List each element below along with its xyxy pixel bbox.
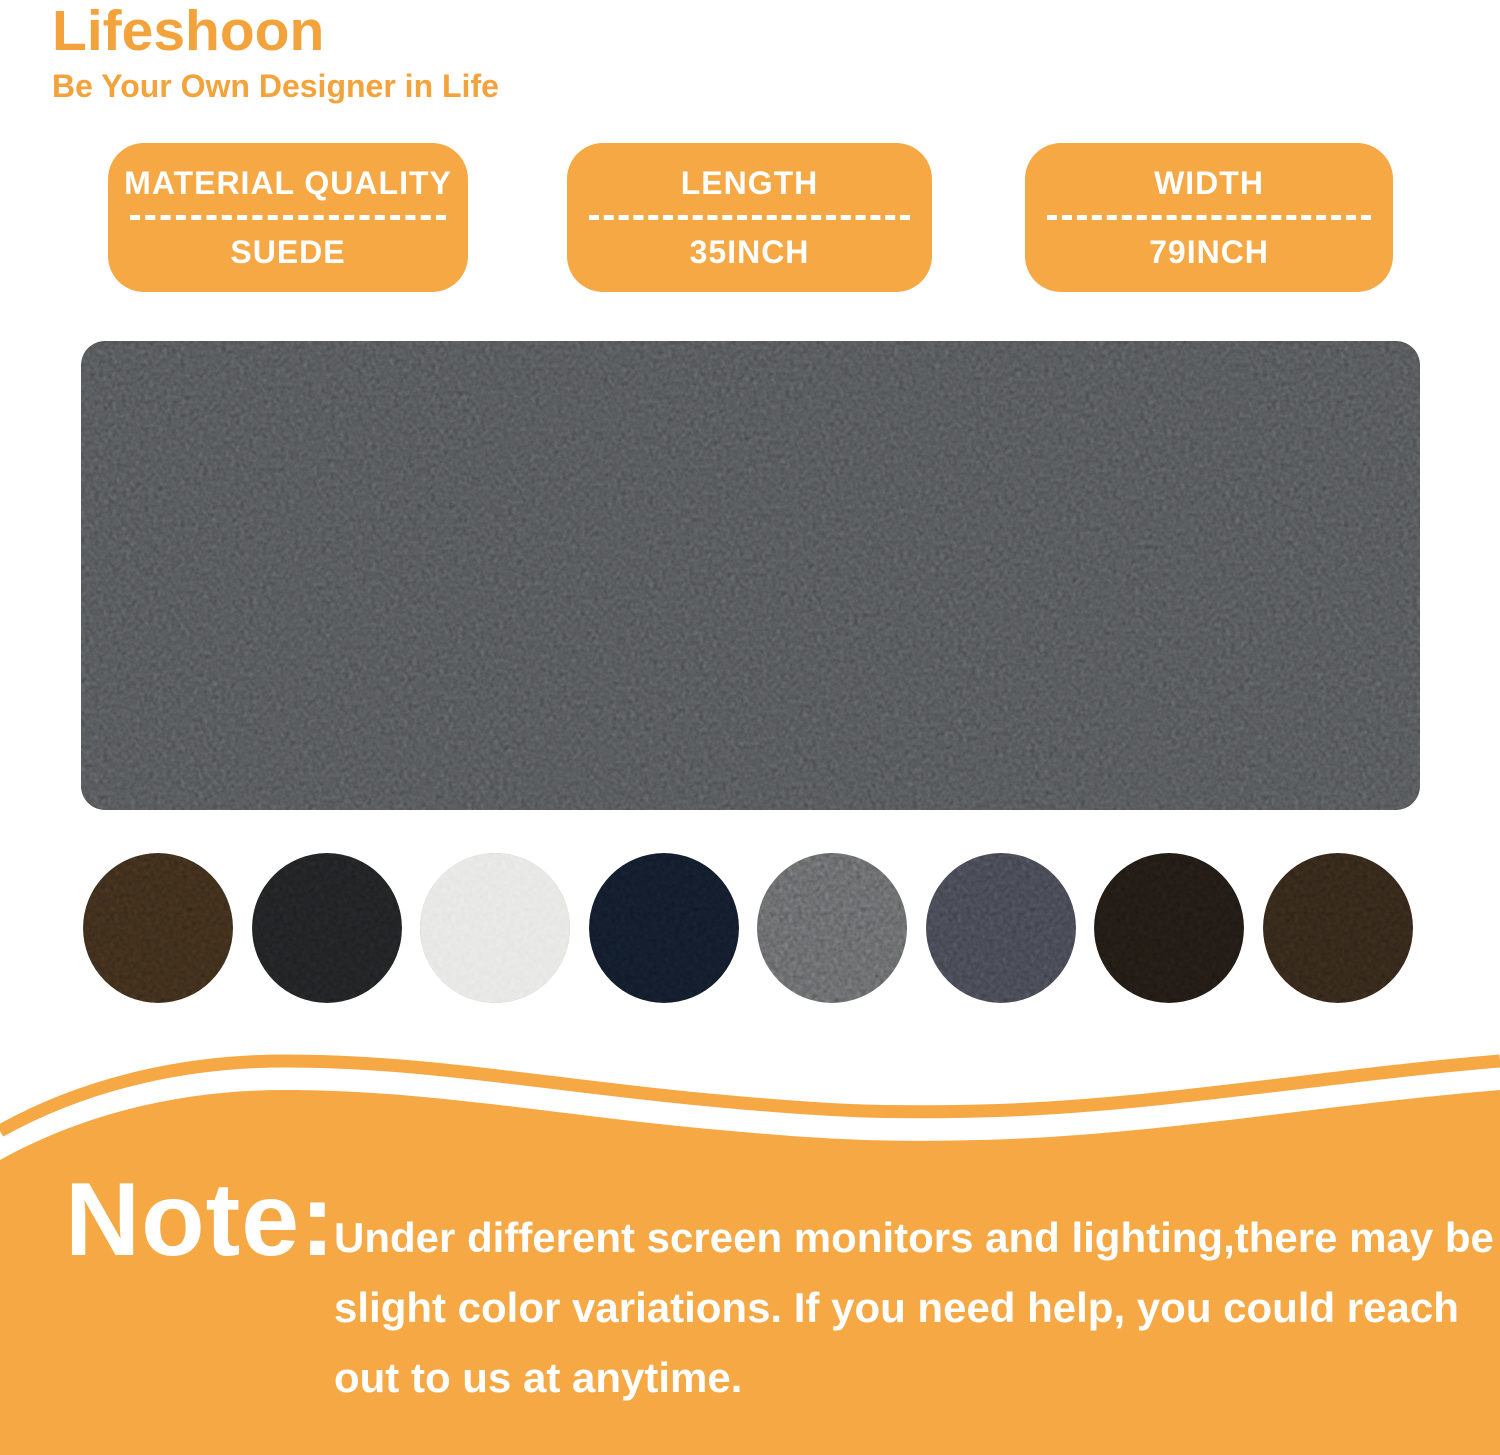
brand-tagline: Be Your Own Designer in Life	[52, 68, 499, 104]
swatch-circle	[1094, 853, 1244, 1003]
spec-badge-label: MATERIAL QUALITY	[124, 165, 452, 201]
note-label: Note:	[65, 1162, 336, 1278]
spec-badge-width	[1025, 143, 1393, 292]
fabric-sample-image	[81, 341, 1420, 810]
spec-badge-length	[567, 143, 932, 292]
swatch-circle	[1263, 853, 1413, 1003]
note-line: out to us at anytime.	[334, 1354, 743, 1401]
color-swatch-row	[83, 853, 1413, 1003]
swatch-navy	[589, 853, 739, 1003]
swatch-circle	[252, 853, 402, 1003]
swatch-circle	[926, 853, 1076, 1003]
dashed-divider	[130, 215, 447, 220]
swatch-brown	[83, 853, 233, 1003]
swatch-dark-coffee	[1094, 853, 1244, 1003]
swatch-gray	[757, 853, 907, 1003]
note-body	[334, 1203, 1494, 1413]
brand-header	[52, 0, 499, 104]
fabric-rect	[81, 341, 1420, 810]
spec-badge-value: 35INCH	[689, 234, 810, 270]
spec-badge-label: LENGTH	[680, 165, 819, 201]
swatch-white	[420, 853, 570, 1003]
swatch-black	[252, 853, 402, 1003]
note-line: Under different screen monitors and lighting,there may be	[334, 1214, 1494, 1261]
swatch-circle	[589, 853, 739, 1003]
swatch-circle	[420, 853, 570, 1003]
spec-badge-label: WIDTH	[1154, 165, 1264, 201]
swatch-circle	[757, 853, 907, 1003]
swatch-circle	[83, 853, 233, 1003]
dashed-divider	[589, 215, 910, 220]
spec-badge-value: SUEDE	[230, 234, 346, 270]
spec-badge-value: 79INCH	[1149, 234, 1269, 270]
note-line: slight color variations. If you need help, you could reach	[334, 1284, 1459, 1331]
dashed-divider	[1047, 215, 1371, 220]
spec-badge-material	[108, 143, 468, 292]
brand-name: Lifeshoon	[52, 0, 325, 63]
swatch-dark-brown	[1263, 853, 1413, 1003]
swatch-slate-gray	[926, 853, 1076, 1003]
